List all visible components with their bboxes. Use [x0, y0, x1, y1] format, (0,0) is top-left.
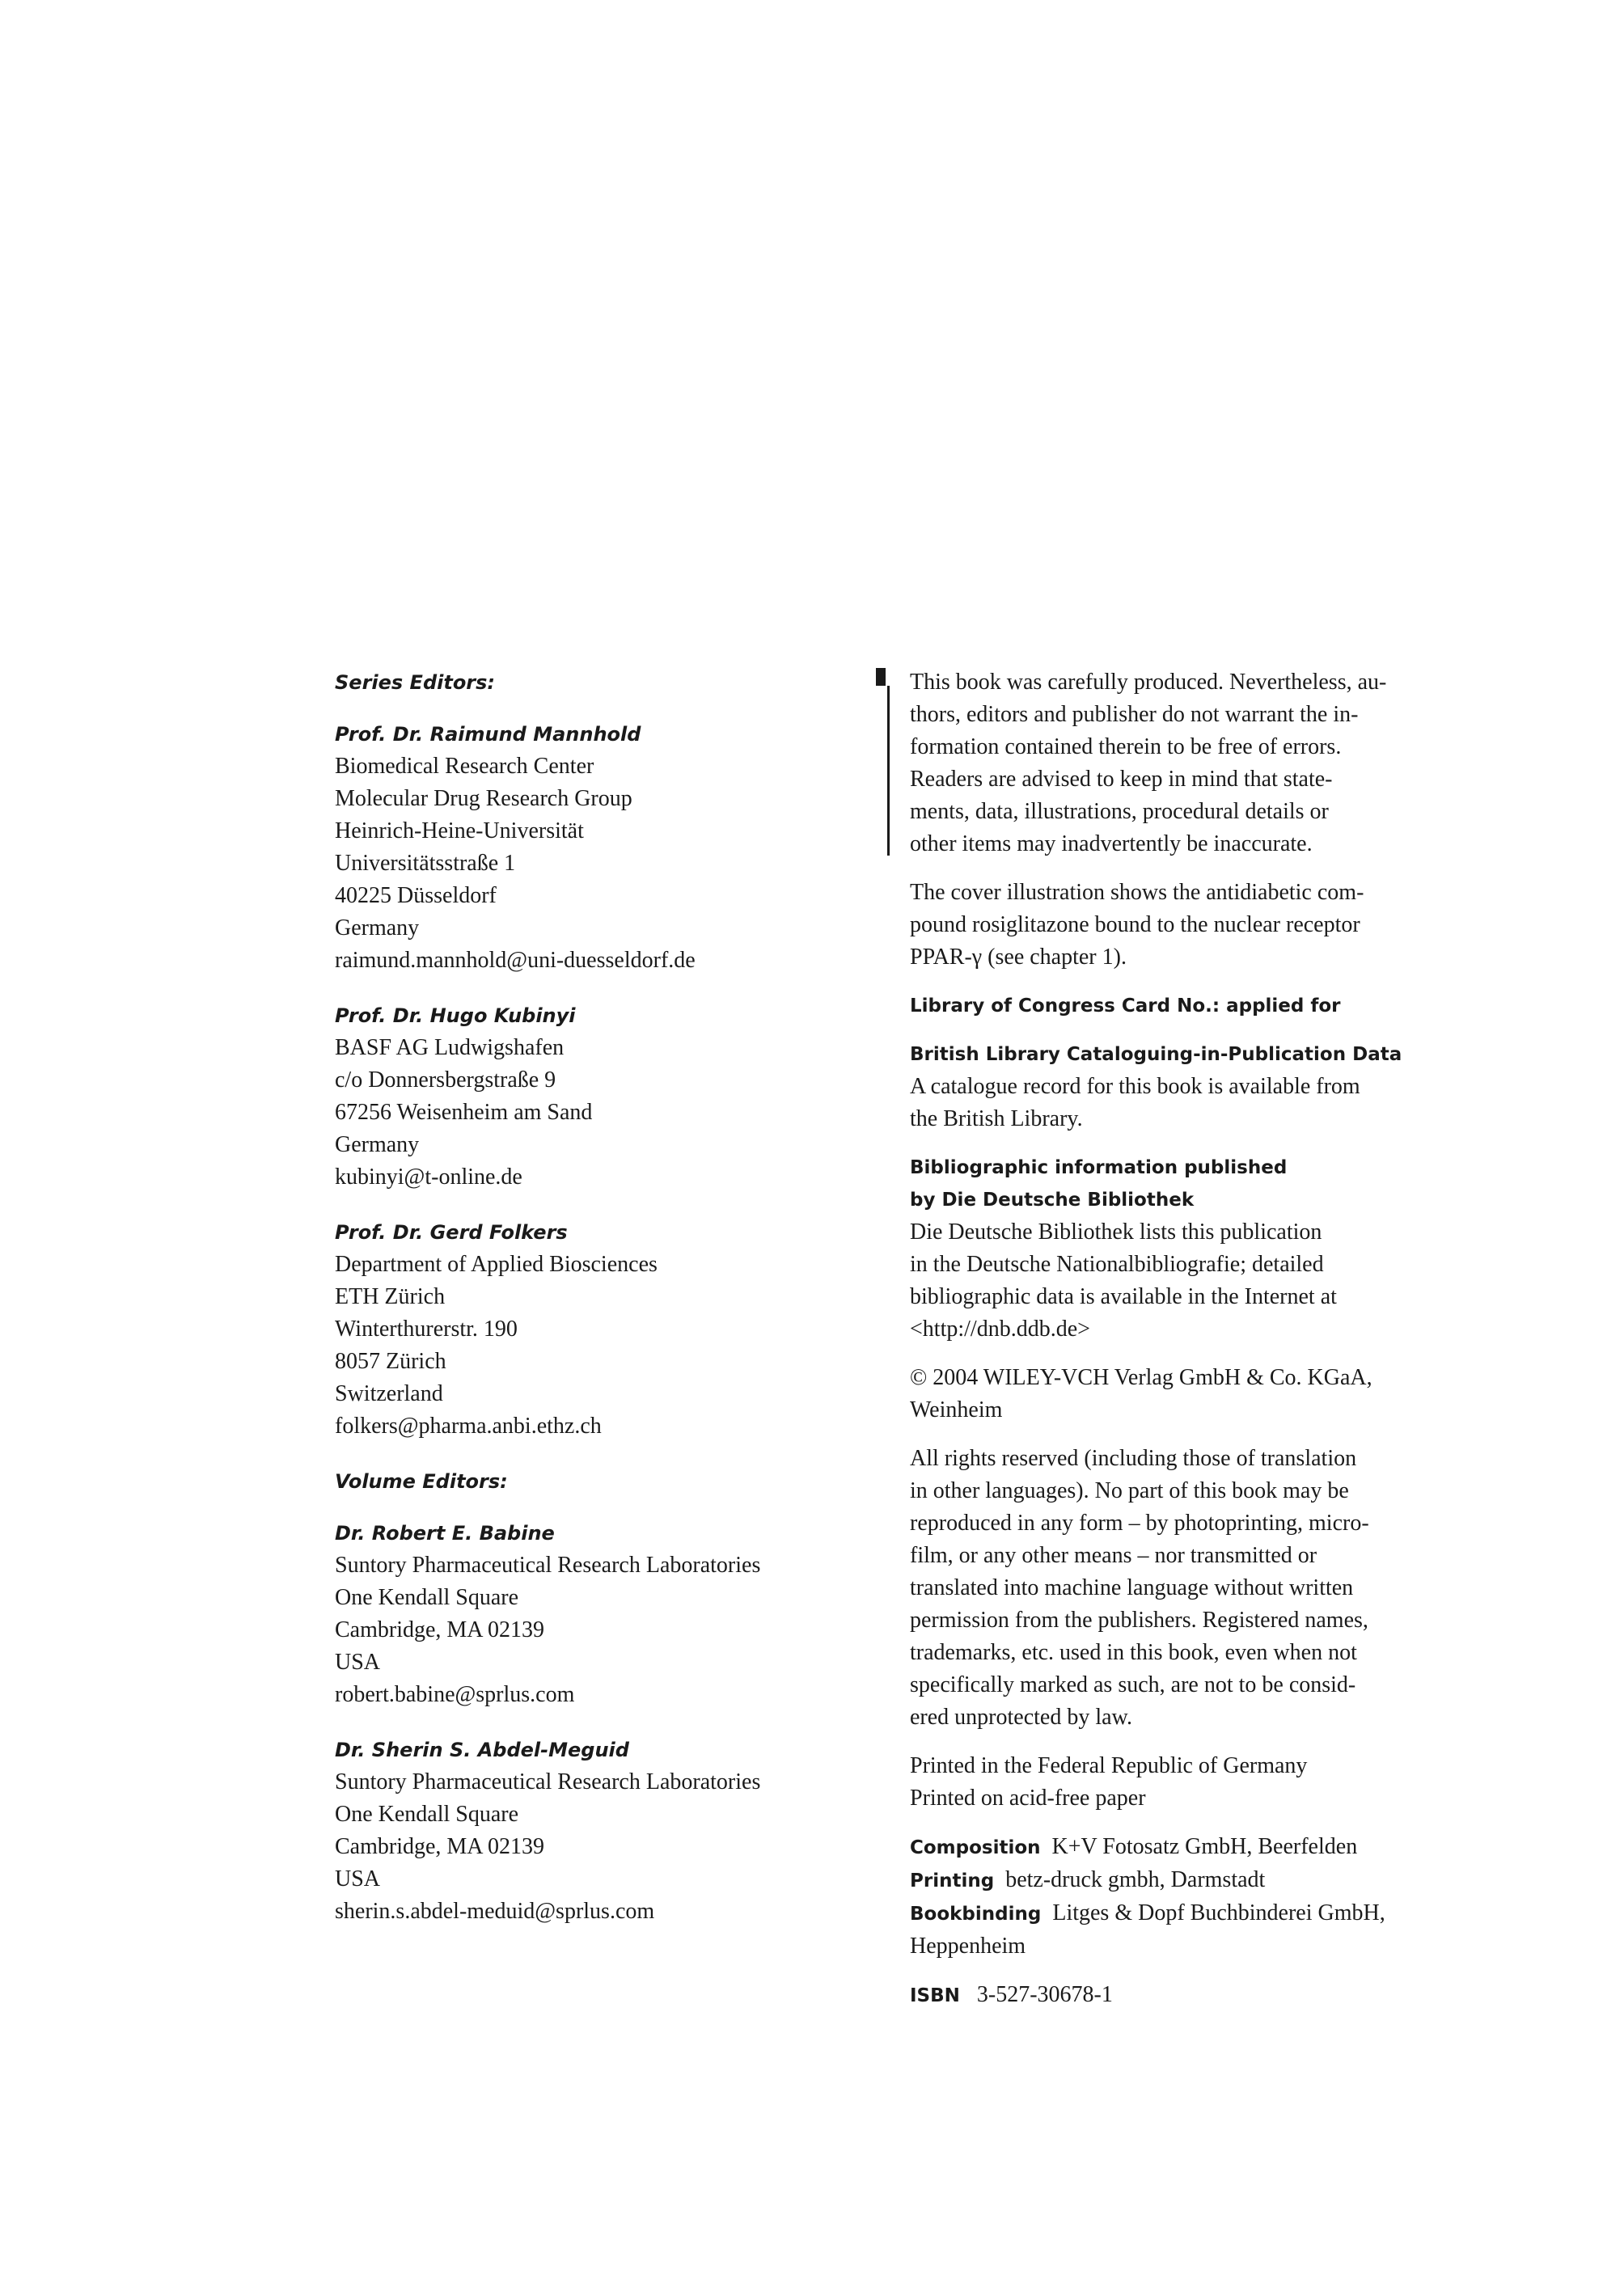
address-line: Suntory Pharmaceutical Research Laboratories	[335, 1769, 761, 1794]
editor-abdel-meguid	[335, 1734, 836, 1928]
address-line: One Kendall Square	[335, 1802, 519, 1827]
email-link[interactable]: kubinyi@t-online.de	[335, 1165, 522, 1190]
text-line: All rights reserved (including those of translation	[910, 1446, 1357, 1471]
address-line: Department of Applied Biosciences	[335, 1252, 658, 1277]
editor-name: Dr. Sherin S. Abdel-Meguid	[335, 1739, 629, 1761]
address-line: Molecular Drug Research Group	[335, 786, 632, 811]
text-line: pound rosiglitazone bound to the nuclear receptor	[910, 912, 1360, 937]
address-line: Biomedical Research Center	[335, 754, 594, 779]
loc-paragraph	[910, 990, 1460, 1022]
text-line: A catalogue record for this book is available from	[910, 1074, 1360, 1099]
printing-value: betz-druck gmbh, Darmstadt	[1005, 1867, 1266, 1892]
editor-name: Prof. Dr. Raimund Mannhold	[335, 723, 641, 746]
british-library-paragraph	[910, 1038, 1460, 1135]
isbn-value: 3-527-30678-1	[976, 1982, 1113, 2007]
email-link[interactable]: raimund.mannhold@uni-duesseldorf.de	[335, 948, 696, 973]
email-link[interactable]: sherin.s.abdel-meduid@sprlus.com	[335, 1899, 655, 1924]
text-line: © 2004 WILEY-VCH Verlag GmbH & Co. KGaA,	[910, 1365, 1372, 1390]
email-link[interactable]: robert.babine@sprlus.com	[335, 1682, 575, 1707]
address-line: USA	[335, 1866, 381, 1892]
text-line: ered unprotected by law.	[910, 1705, 1132, 1730]
editor-name: Prof. Dr. Hugo Kubinyi	[335, 1004, 576, 1027]
address-line: BASF AG Ludwigshafen	[335, 1035, 565, 1060]
address-line: USA	[335, 1650, 381, 1675]
isbn-line	[910, 1979, 1460, 2012]
composition-value: K+V Fotosatz GmbH, Beerfelden	[1051, 1834, 1358, 1859]
text-line: translated into machine language without written	[910, 1575, 1354, 1600]
margin-marker	[876, 668, 886, 686]
editor-mannhold	[335, 718, 836, 977]
address-line: 67256 Weisenheim am Sand	[335, 1100, 593, 1125]
text-line: in the Deutsche Nationalbibliografie; detailed	[910, 1252, 1324, 1277]
address-line: Switzerland	[335, 1381, 443, 1406]
printed-paragraph	[910, 1750, 1460, 1815]
composition-label: Composition	[910, 1837, 1041, 1858]
margin-rule	[887, 686, 890, 856]
text-line: the British Library.	[910, 1106, 1083, 1131]
address-line: ETH Zürich	[335, 1284, 446, 1309]
text-line: film, or any other means – nor transmitted or	[910, 1543, 1317, 1568]
editor-folkers	[335, 1216, 836, 1443]
bookbinding-value: Litges & Dopf Buchbinderei GmbH,	[1052, 1900, 1385, 1925]
printing-line	[910, 1864, 1460, 1897]
address-line: Germany	[335, 1132, 420, 1157]
address-line: Winterthurerstr. 190	[335, 1317, 518, 1342]
bookbinding-value-cont: Heppenheim	[910, 1934, 1026, 1959]
editor-babine	[335, 1517, 836, 1711]
series-editors-heading: Series Editors:	[335, 671, 496, 694]
copyright-paragraph	[910, 1362, 1460, 1427]
editor-kubinyi	[335, 1000, 836, 1194]
text-line: ments, data, illustrations, procedural details or	[910, 799, 1329, 824]
dnb-label: by Die Deutsche Bibliothek	[910, 1190, 1195, 1211]
editors-column	[335, 666, 836, 1928]
address-line: 8057 Zürich	[335, 1349, 446, 1374]
text-line: Readers are advised to keep in mind that state-	[910, 767, 1333, 792]
text-line: specifically marked as such, are not to be consid-	[910, 1672, 1356, 1697]
production-credits	[910, 1831, 1460, 1963]
address-line: c/o Donnersbergstraße 9	[335, 1067, 556, 1093]
isbn-row	[910, 1979, 1460, 2012]
text-line: This book was carefully produced. Nevertheless, au-	[910, 670, 1387, 695]
editor-name: Prof. Dr. Gerd Folkers	[335, 1221, 568, 1244]
printing-label: Printing	[910, 1870, 995, 1892]
disclaimer-paragraph	[910, 666, 1460, 860]
bookbinding-label: Bookbinding	[910, 1904, 1042, 1925]
editor-name: Dr. Robert E. Babine	[335, 1522, 555, 1545]
text-line: The cover illustration shows the antidiabetic com-	[910, 880, 1364, 905]
cover-illustration-paragraph	[910, 877, 1460, 974]
address-line: Universitätsstraße 1	[335, 851, 516, 876]
text-line: bibliographic data is available in the Internet at	[910, 1284, 1337, 1309]
text-line: reproduced in any form – by photoprinting, micro-	[910, 1511, 1369, 1536]
isbn-label: ISBN	[910, 1985, 960, 2006]
rights-paragraph	[910, 1443, 1460, 1734]
email-link[interactable]: folkers@pharma.anbi.ethz.ch	[335, 1414, 602, 1439]
text-line: other items may inadvertently be inaccurate.	[910, 831, 1313, 856]
text-line: in other languages). No part of this book may be	[910, 1478, 1349, 1503]
imprint-column	[910, 666, 1460, 2028]
address-line: One Kendall Square	[335, 1585, 519, 1610]
volume-editors-heading: Volume Editors:	[335, 1470, 508, 1493]
loc-label: Library of Congress Card No.: applied for	[910, 995, 1341, 1017]
dnb-label: Bibliographic information published	[910, 1157, 1288, 1178]
text-line: PPAR-γ (see chapter 1).	[910, 945, 1127, 970]
text-line: trademarks, etc. used in this book, even when not	[910, 1640, 1357, 1665]
address-line: 40225 Düsseldorf	[335, 883, 497, 908]
address-line: Cambridge, MA 02139	[335, 1617, 544, 1642]
bookbinding-line	[910, 1897, 1460, 1930]
address-line: Cambridge, MA 02139	[335, 1834, 544, 1859]
dnb-url-link[interactable]: <http://dnb.ddb.de>	[910, 1317, 1090, 1342]
text-line: thors, editors and publisher do not warrant the in-	[910, 702, 1359, 727]
address-line: Germany	[335, 915, 420, 940]
composition-line	[910, 1831, 1460, 1864]
address-line: Suntory Pharmaceutical Research Laboratories	[335, 1553, 761, 1578]
text-line: Die Deutsche Bibliothek lists this publication	[910, 1219, 1322, 1245]
text-line: formation contained therein to be free of errors.	[910, 734, 1342, 759]
text-line: Printed in the Federal Republic of Germany	[910, 1753, 1308, 1778]
dnb-paragraph	[910, 1152, 1460, 1346]
address-line: Heinrich-Heine-Universität	[335, 818, 584, 843]
text-line: permission from the publishers. Registered names,	[910, 1608, 1368, 1633]
text-line: Weinheim	[910, 1397, 1003, 1422]
text-line: Printed on acid-free paper	[910, 1786, 1146, 1811]
bl-label: British Library Cataloguing-in-Publication Data	[910, 1044, 1402, 1065]
